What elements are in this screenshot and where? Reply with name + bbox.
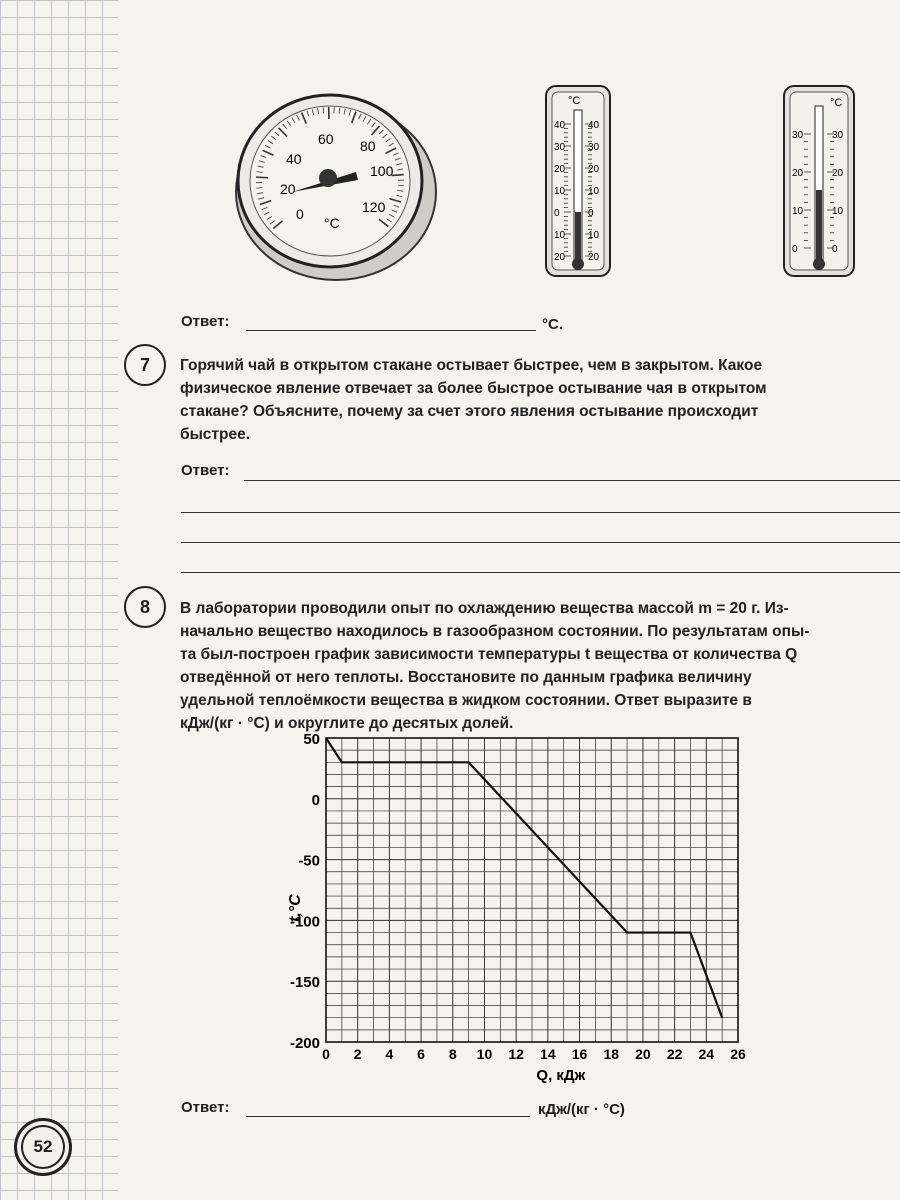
page-number: 52 [14,1118,72,1176]
thermo2-mercury [816,190,822,262]
q8-answer-line[interactable] [246,1116,530,1117]
thermo-label: 30 [588,142,600,153]
graph-paper-margin [0,0,119,1200]
q7-line: быстрее. [180,426,251,443]
question-7-text [180,354,900,446]
chart-y-tick-label: 0 [311,791,320,809]
chart-x-tick-label: 18 [603,1046,620,1062]
chart-y-tick-labels [290,731,320,1052]
q7-answer-line-2[interactable] [181,512,900,513]
chart-y-tick-label: -200 [289,1035,320,1052]
thermo-label: 20 [832,168,844,179]
thermo-label: 30 [554,142,566,153]
dial-label-120: 120 [362,199,386,215]
question-7-number: 7 [124,344,166,386]
dial-label-100: 100 [370,163,394,179]
chart-x-tick-label: 24 [698,1046,715,1062]
dial-tick [392,175,404,176]
q7-answer-line-1[interactable] [244,480,900,481]
thermo-label: 0 [588,208,594,219]
q8-line: отведённой от него теплоты. Восстановите по данным графика величину [180,669,752,686]
textbook-page [118,0,900,1200]
q8-line: та был-построен график зависимости температуры t вещества от количества Q [180,646,798,663]
temperature-vs-heat-chart [280,726,800,1086]
chart-x-tick-label: 4 [385,1046,394,1062]
thermo-label: 0 [792,244,798,255]
dial-tick [323,107,324,113]
thermometer-right [782,84,856,278]
thermo-label: 20 [554,164,566,175]
q7-answer-label: Ответ: [181,462,230,479]
q8-answer-label: Ответ: [181,1099,230,1116]
chart-y-tick-label: -100 [289,913,320,931]
thermo-label: 10 [588,186,600,197]
chart-y-tick-label: 50 [303,731,320,748]
question-8-number: 8 [124,586,166,628]
chart-series [326,738,722,1018]
dial-unit: °C [324,215,340,231]
dial-label-20: 20 [280,181,296,197]
chart-grid [326,738,738,1042]
thermometer-left [544,84,612,278]
thermo-label: 10 [588,230,600,241]
thermo-label: 10 [554,230,566,241]
q7-line: стакане? Объясните, почему за счет этого явления остывание происходит [180,403,759,420]
dial-label-60: 60 [318,131,334,147]
chart-y-axis-label: t,°С [287,894,304,923]
thermo-label: 10 [554,186,566,197]
dial-label-80: 80 [360,138,376,154]
q7-answer-line-4[interactable] [181,572,900,573]
thermo-label: 20 [588,164,600,175]
chart-x-tick-label: 0 [322,1046,330,1062]
q6-answer-label: Ответ: [181,313,230,330]
thermo-label: 30 [792,130,804,141]
dial-thermometer [226,76,456,286]
chart-x-tick-label: 12 [508,1046,524,1062]
thermo-label: 0 [554,208,560,219]
thermo-label: 10 [792,206,804,217]
question-8-text [180,597,900,735]
thermo-label: 40 [554,120,566,131]
thermo1-mercury [575,212,581,262]
chart-x-tick-label: 26 [730,1046,746,1062]
chart-x-tick-label: 10 [476,1046,493,1062]
q8-answer-unit: кДж/(кг · °С) [538,1101,625,1118]
chart-series-line [326,738,722,1018]
thermo-label: 20 [792,168,804,179]
chart-x-tick-label: 8 [448,1046,457,1062]
thermo-label: 20 [588,252,600,263]
thermo-label: 40 [588,120,600,131]
dial-hub [319,169,337,187]
chart-y-tick-label: -150 [289,974,320,992]
thermo2-unit: °C [830,97,843,109]
chart-x-tick-labels [322,1046,746,1062]
q7-line: Горячий чай в открытом стакане остывает быстрее, чем в закрытом. Какое [180,357,763,374]
q8-line: В лаборатории проводили опыт по охлаждению вещества массой m = 20 г. Из- [180,600,789,617]
thermo-label: 20 [554,252,566,263]
dial-label-0: 0 [296,206,304,222]
chart-x-tick-label: 6 [417,1046,425,1062]
chart-x-tick-label: 14 [540,1046,556,1062]
q7-line: физическое явление отвечает за более быстрое остывание чая в открытом [180,380,767,397]
dial-tick [256,177,268,178]
chart-x-tick-label: 16 [571,1046,588,1062]
q6-answer-unit: °С. [542,316,563,333]
thermo-label: 30 [832,130,844,141]
q8-line: кДж/(кг · °С) и округлите до десятых долей. [180,715,514,732]
chart-x-tick-label: 22 [666,1046,683,1062]
thermo-label: 10 [832,206,844,217]
chart-x-axis-label: Q, кДж [536,1067,586,1084]
q8-line: удельной теплоёмкости вещества в жидком состоянии. Ответ выразите в [180,692,752,709]
q7-answer-line-3[interactable] [181,542,900,543]
q8-line: начально вещество находилось в газообразном состоянии. По результатам опы- [180,623,810,640]
dial-label-40: 40 [286,151,302,167]
thermo1-unit: °C [568,95,581,107]
chart-x-tick-label: 2 [353,1046,362,1062]
thermo-label: 0 [832,244,838,255]
chart-x-tick-label: 20 [635,1046,651,1062]
q6-answer-line[interactable] [246,330,536,331]
chart-y-tick-label: -50 [298,852,320,870]
